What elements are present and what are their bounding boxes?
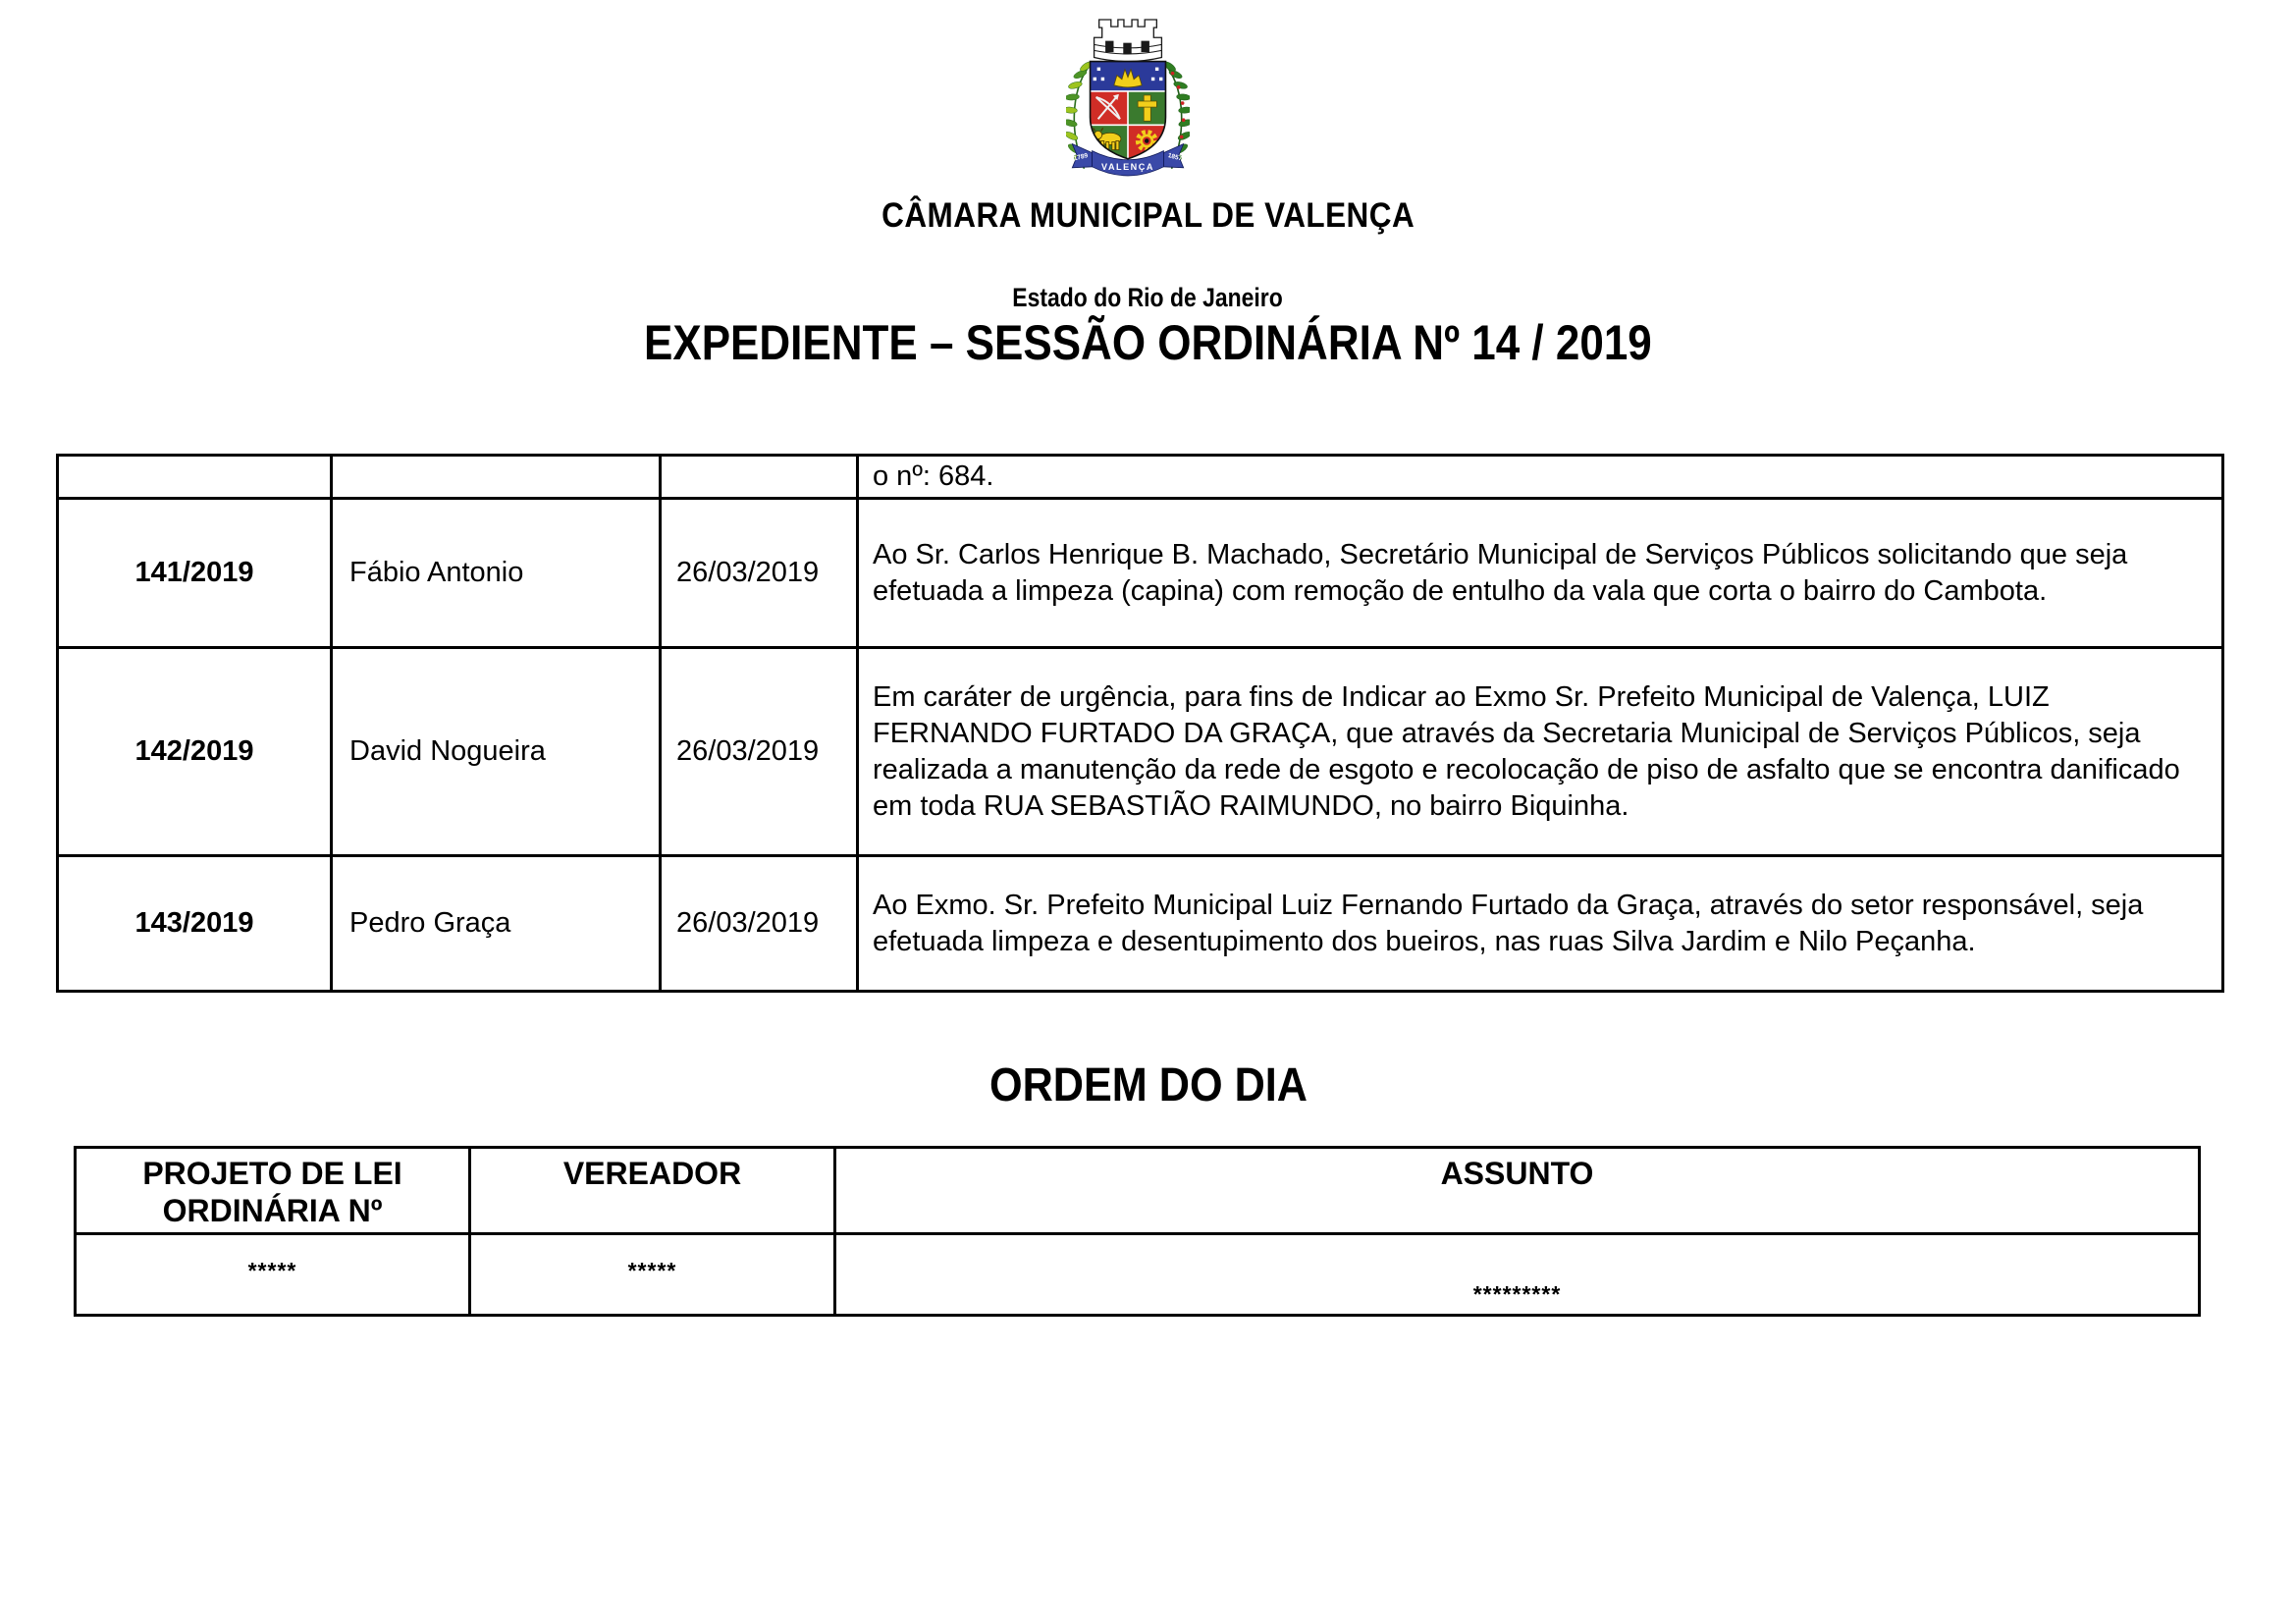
ordem-do-dia-title: ORDEM DO DIA bbox=[988, 1059, 1308, 1111]
cell-vereador bbox=[332, 456, 661, 499]
header-assunto: ASSUNTO bbox=[835, 1148, 2200, 1234]
ordem-do-dia-title-line bbox=[0, 1058, 2296, 1112]
document-title-line bbox=[0, 314, 2296, 371]
cell-data bbox=[661, 456, 858, 499]
ordem-do-dia-table bbox=[74, 1146, 2201, 1317]
cell-numero: 141/2019 bbox=[58, 499, 332, 648]
table-row bbox=[58, 856, 2223, 992]
org-name-line bbox=[0, 196, 2296, 236]
header-projeto-de-lei: PROJETO DE LEI ORDINÁRIA Nº bbox=[76, 1148, 470, 1234]
header-vereador: VEREADOR bbox=[470, 1148, 835, 1234]
table-row bbox=[58, 499, 2223, 648]
cell-vereador: Fábio Antonio bbox=[332, 499, 661, 648]
state-name: Estado do Rio de Janeiro bbox=[1012, 283, 1284, 312]
state-line bbox=[0, 283, 2296, 313]
table-row bbox=[76, 1234, 2200, 1316]
cell-numero bbox=[58, 456, 332, 499]
cell-assunto: Ao Sr. Carlos Henrique B. Machado, Secretário Municipal de Serviços Públicos solicitando que seja efetuada a limpeza (capina) com remoção de entulho da vala que corta o bairro do Cambota. bbox=[858, 499, 2223, 648]
cell-data: 26/03/2019 bbox=[661, 499, 858, 648]
cell-numero: 143/2019 bbox=[58, 856, 332, 992]
ribbon-year-left: 1789 bbox=[1073, 152, 1090, 163]
cell-assunto: Ao Exmo. Sr. Prefeito Municipal Luiz Fernando Furtado da Graça, através do setor responsável, seja efetuada limpeza e desentupimento dos bueiros, nas ruas Silva Jardim e Nilo Peçanha. bbox=[858, 856, 2223, 992]
cell-assunto: Em caráter de urgência, para fins de Indicar ao Exmo Sr. Prefeito Municipal de Valença, LUIZ FERNANDO FURTADO DA GRAÇA, que através da Secretaria Municipal de Serviços Públicos, seja realizada a manutenção da rede de esgoto e recolocação de piso de asfalto que se encontra danificado em toda RUA SEBASTIÃO RAIMUNDO, no bairro Biquinha. bbox=[858, 648, 2223, 856]
expediente-table bbox=[56, 454, 2224, 993]
cell-assunto: o nº: 684. bbox=[858, 456, 2223, 499]
ribbon-city-name: VALENÇA bbox=[1101, 161, 1154, 172]
cell-vereador: Pedro Graça bbox=[332, 856, 661, 992]
cell-data: 26/03/2019 bbox=[661, 648, 858, 856]
org-name: CÂMARA MUNICIPAL DE VALENÇA bbox=[881, 196, 1415, 235]
table-row bbox=[58, 648, 2223, 856]
mural-crown-icon bbox=[1095, 20, 1162, 62]
cell-assunto-placeholder: ********* bbox=[835, 1234, 2200, 1316]
table-row bbox=[58, 456, 2223, 499]
cell-projeto-placeholder: ***** bbox=[76, 1234, 470, 1316]
cell-vereador-placeholder: ***** bbox=[470, 1234, 835, 1316]
table-header-row bbox=[76, 1148, 2200, 1234]
session-title: EXPEDIENTE – SESSÃO ORDINÁRIA Nº 14 / 2019 bbox=[644, 315, 1652, 370]
municipal-coat-of-arms bbox=[1066, 18, 1190, 183]
cell-data: 26/03/2019 bbox=[661, 856, 858, 992]
cell-vereador: David Nogueira bbox=[332, 648, 661, 856]
ribbon-year-right: 1857 bbox=[1166, 152, 1183, 163]
cell-numero: 142/2019 bbox=[58, 648, 332, 856]
